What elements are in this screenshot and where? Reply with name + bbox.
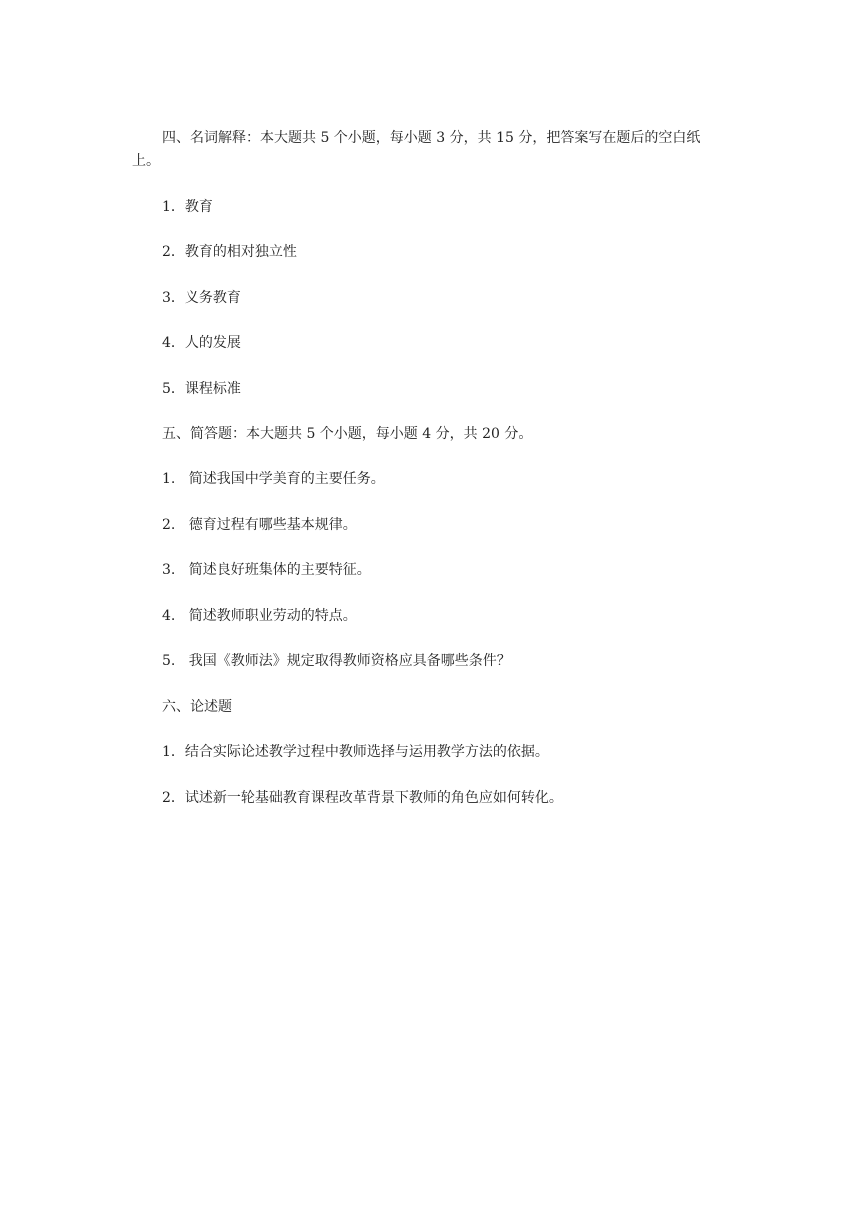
section-5-heading: 五、简答题：本大题共 5 个小题，每小题 4 分，共 20 分。: [162, 426, 533, 442]
section-5-item-2: 2. 德育过程有哪些基本规律。: [162, 517, 357, 533]
section-4-item-2: 2．教育的相对独立性: [162, 244, 297, 260]
section-5-item-1: 1. 简述我国中学美育的主要任务。: [162, 471, 385, 487]
section-6-heading: 六、论述题: [162, 699, 232, 715]
section-5-item-3: 3. 简述良好班集体的主要特征。: [162, 562, 371, 578]
section-6-item-2: 2．试述新一轮基础教育课程改革背景下教师的角色应如何转化。: [162, 790, 563, 806]
section-4-item-1: 1．教育: [162, 199, 213, 215]
section-6-item-1: 1．结合实际论述教学过程中教师选择与运用教学方法的依据。: [162, 744, 549, 760]
section-5-item-4: 4. 简述教师职业劳动的特点。: [162, 608, 357, 624]
section-4-item-3: 3．义务教育: [162, 290, 241, 306]
section-4-heading: 四、名词解释：本大题共 5 个小题，每小题 3 分，共 15 分，把答案写在题后的空白纸: [162, 130, 701, 146]
section-4-heading-continuation: 上。: [132, 153, 160, 169]
section-5-item-5: 5. 我国《教师法》规定取得教师资格应具备哪些条件？: [162, 653, 511, 669]
section-4-item-4: 4．人的发展: [162, 335, 241, 351]
section-4-item-5: 5．课程标准: [162, 381, 241, 397]
